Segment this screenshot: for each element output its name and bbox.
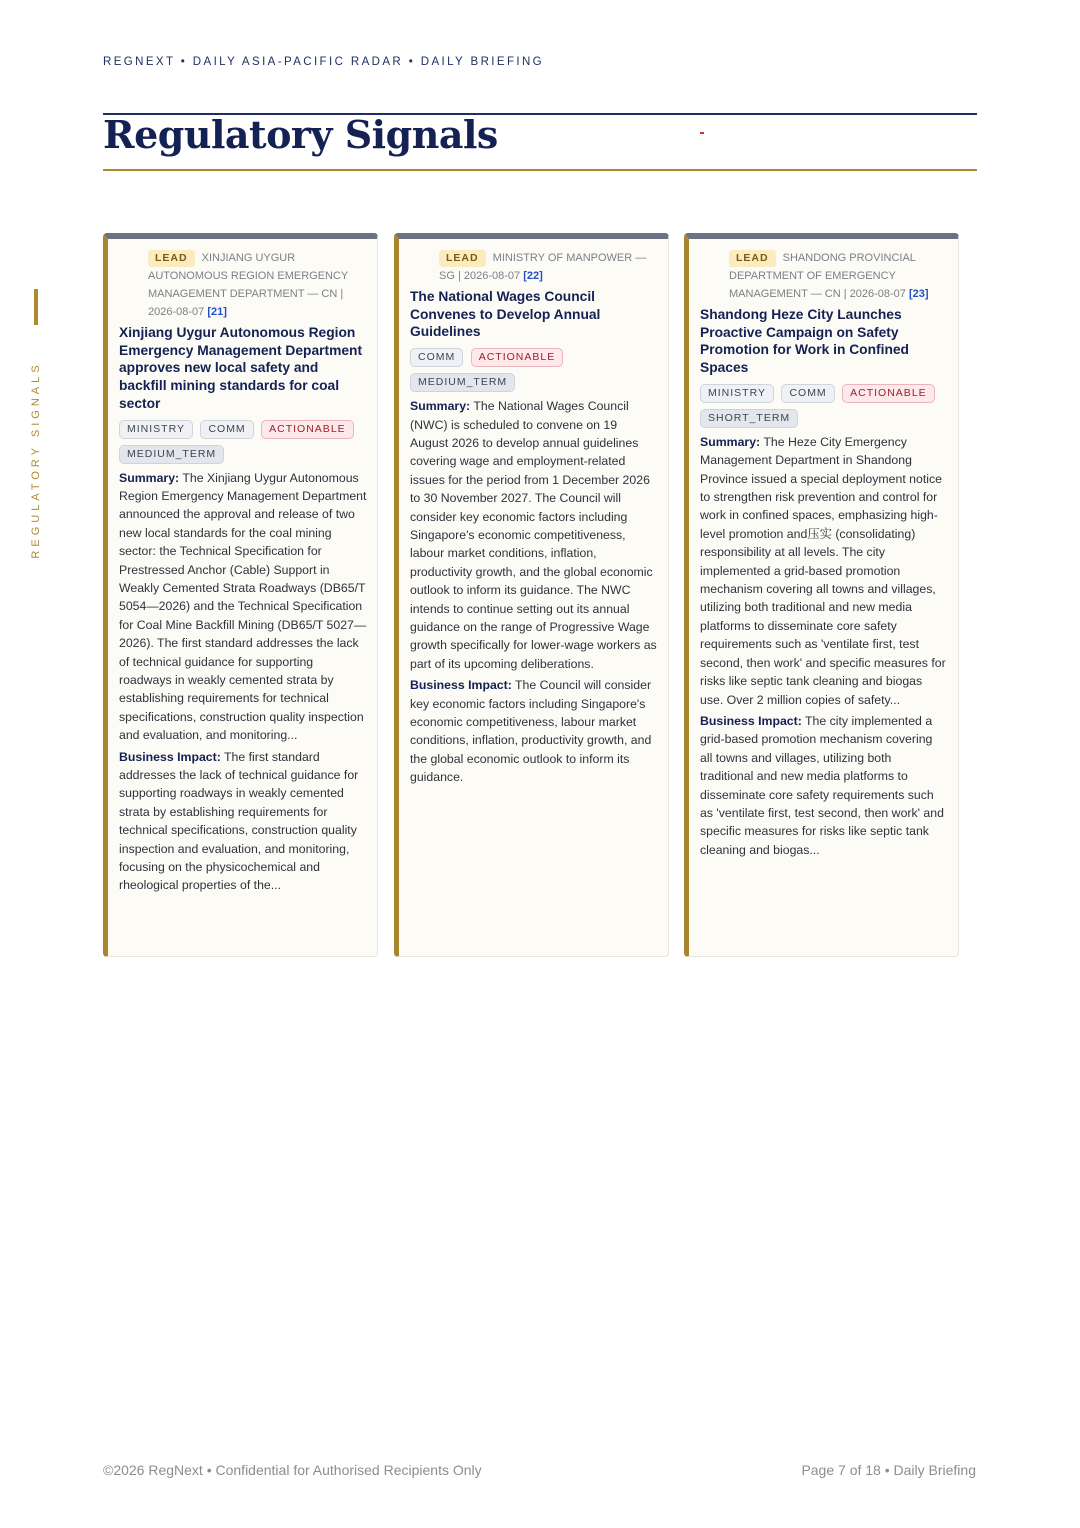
side-section-label: REGULATORY SIGNALS [30,361,42,559]
impact-text: The first standard addresses the lack of technical guidance for supporting roadways in weakly cemented strata by establishing requirements for technical specifications, construction quality inspection and evaluation, and monitoring, focusing on the physicochemical and rheological properties of the... [119,749,359,893]
summary-label: Summary: [700,434,761,449]
signal-card [684,233,959,957]
signal-card [394,233,669,957]
summary-label: Summary: [119,470,180,485]
tag-term: MEDIUM_TERM [410,373,515,392]
tag-comm: COMM [410,348,463,367]
tag-comm: COMM [200,420,253,439]
title-rule-bottom [103,169,977,171]
tag-actionable: ACTIONABLE [842,384,935,403]
header-topline: REGNEXT • DAILY ASIA-PACIFIC RADAR • DAILY BRIEFING [103,56,545,68]
impact-label: Business Impact: [119,749,221,764]
impact-text: The city implemented a grid-based promotion mechanism covering all towns and villages, utilizing both traditional and new media platforms to disseminate core safety requirements such as 'ventilate first, test second, then work' and specific measures for risks like septic tank cleaning and biogas... [700,713,944,857]
side-accent-bar [34,289,38,325]
page-title: Regulatory Signals [103,112,498,157]
impact-label: Business Impact: [410,678,512,693]
card-summary [119,469,367,745]
card-source: MINISTRY OF MANPOWER — SG | 2026-08-07 [439,252,647,282]
card-title[interactable]: Xinjiang Uygur Autonomous Region Emergency Management Department approves new local safety and backfill mining standards for coal sector [119,325,363,411]
summary-text: The Xinjiang Uygur Autonomous Region Emergency Management Department announced the approval and release of two new local standards for the coal mining sector: the Technical Specification for Prestressed Anchor (Cable) Support in Weakly Cemented Strata Roadways (DB65/T 5054—2026) and the Technical Specification for Coal Mine Backfill Mining (DB65/T 5027—2026). The first standard addresses the lack of technical guidance for supporting roadways in weakly cemented strata by establishing requirements for technical specifications, construction quality inspection and evaluation, and monitoring... [119,470,367,743]
lead-badge: LEAD [148,250,195,267]
tag-comm: COMM [781,384,834,403]
impact-label: Business Impact: [700,713,802,728]
footer-copyright: ©2026 RegNext • Confidential for Authorised Recipients Only [103,1462,482,1478]
impact-text: The Council will consider key economic factors including Singapore's economic competitiveness, labour market conditions, inflation, productivity growth, and the global economic outlook to inform its guidance. [410,678,652,785]
card-meta [119,249,367,321]
summary-text: The Heze City Emergency Management Department in Shandong Province issued a special deployment notice to strengthen risk prevention and control for work in confined spaces, emphasizing high-level promotion and压实 (consolidating) responsibility at all levels. The city implemented a grid-based promotion mechanism covering all towns and villages, utilizing both traditional and new media platforms to disseminate core safety requirements such as 'ventilate first, test second, then work' and specific measures for risks like septic tank cleaning and biogas use. Over 2 million copies of safety... [700,434,946,707]
tag-ministry: MINISTRY [119,420,193,439]
card-meta [700,249,948,303]
card-source: XINJIANG UYGUR AUTONOMOUS REGION EMERGENCY MANAGEMENT DEPARTMENT — CN | 2026-08-07 [148,252,349,318]
citation-link[interactable]: [22] [523,270,543,282]
tag-ministry: MINISTRY [700,384,774,403]
card-tags [700,381,948,431]
signal-card [103,233,378,957]
tag-actionable: ACTIONABLE [261,420,354,439]
tag-term: MEDIUM_TERM [119,445,224,464]
tag-actionable: ACTIONABLE [471,348,564,367]
card-title[interactable]: Shandong Heze City Launches Proactive Campaign on Safety Promotion for Work in Confined Spaces [700,307,909,376]
card-title[interactable]: The National Wages Council Convenes to Develop Annual Guidelines [410,289,601,340]
citation-link[interactable]: [23] [908,288,929,300]
card-impact [119,748,367,895]
card-impact [700,712,948,859]
tag-term: SHORT_TERM [700,409,798,428]
card-source: SHANDONG PROVINCIAL DEPARTMENT OF EMERGENCY MANAGEMENT — CN | 2026-08-07 [729,252,916,300]
lead-badge: LEAD [439,250,486,267]
card-summary [700,433,948,709]
lead-badge: LEAD [729,250,776,267]
card-tags [119,417,367,467]
summary-text: The National Wages Council (NWC) is scheduled to convene on 19 August 2026 to develop annual guidelines covering wage and employment-related issues for the period from 1 December 2026 to 30 November 2027. The Council will consider key economic factors including Singapore's economic competitiveness, labour market conditions, inflation, productivity growth, and the global economic outlook to inform its guidance. The NWC intends to continue setting out its annual guidance on the range of Progressive Wage growth specifically for lower-wage workers as part of its upcoming deliberations. [410,399,657,671]
accent-mark [700,132,704,134]
card-meta [410,249,658,285]
footer-page-info: Page 7 of 18 • Daily Briefing [801,1462,976,1478]
card-tags [410,345,658,395]
summary-label: Summary: [410,399,471,414]
citation-link[interactable]: [21] [207,306,227,318]
card-summary [410,397,658,673]
card-impact [410,676,658,786]
